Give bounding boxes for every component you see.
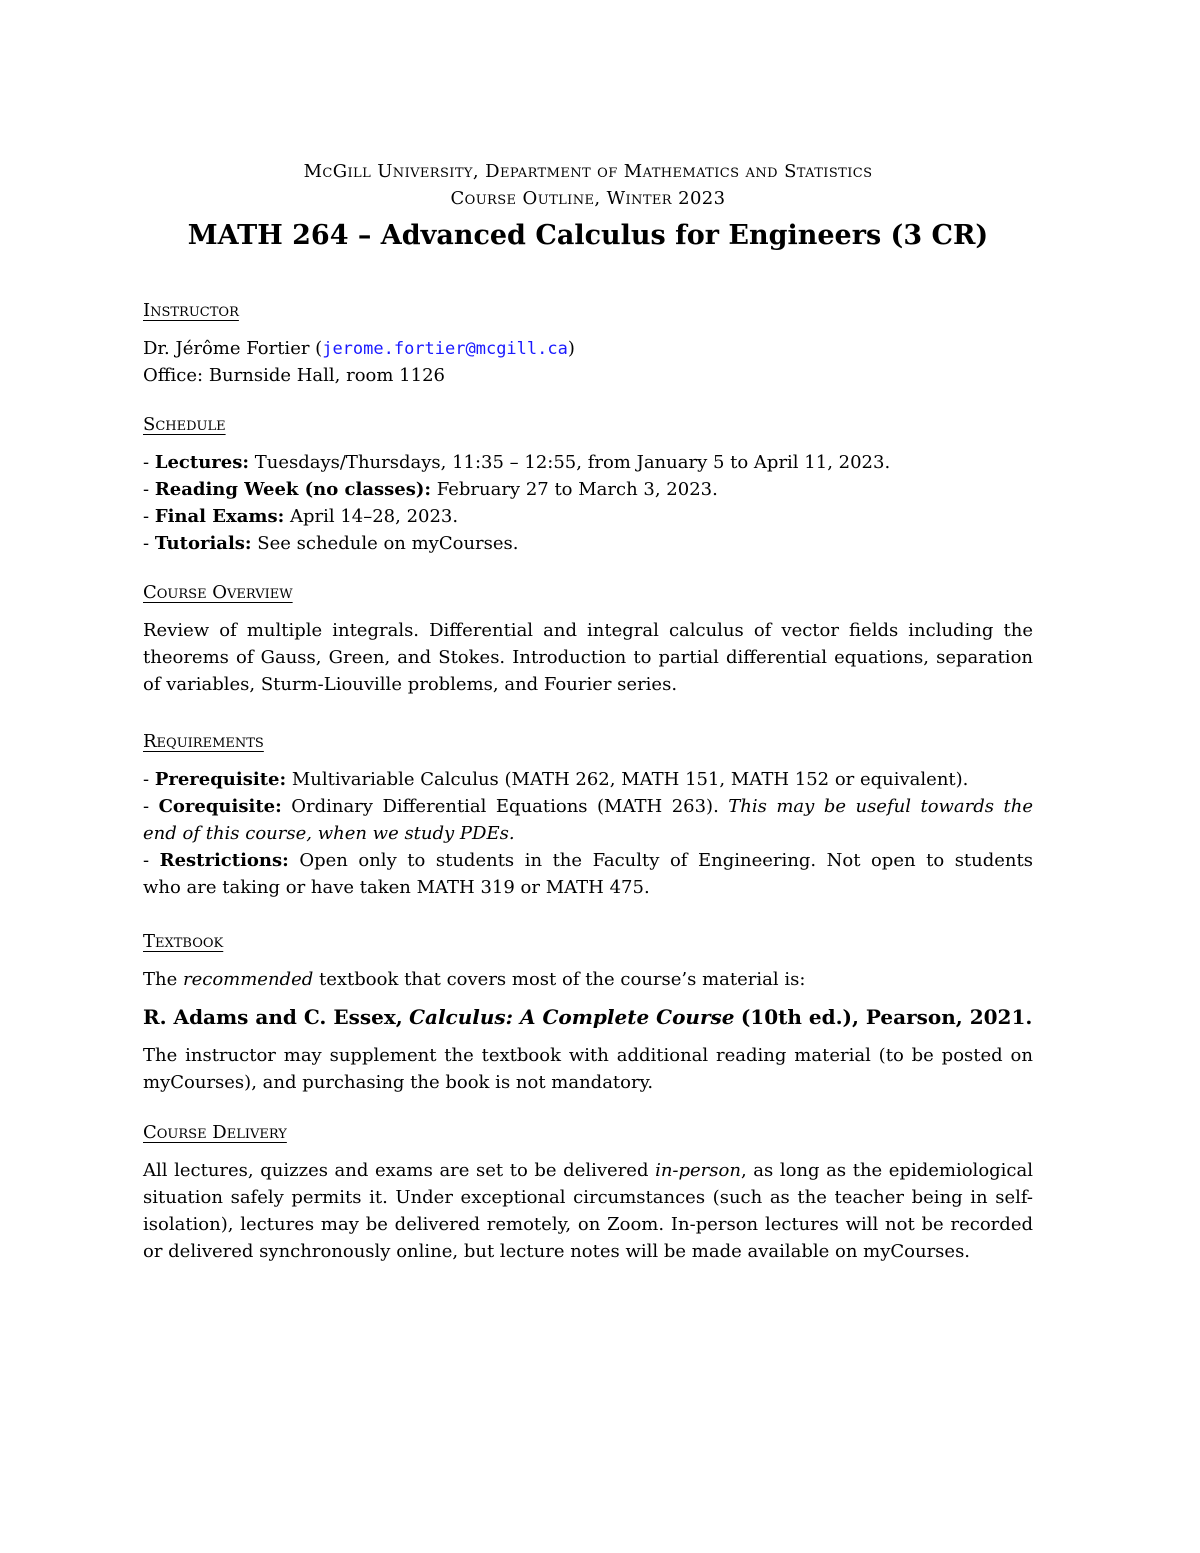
textbook-intro-text: The (143, 969, 183, 990)
corequisite-text: Ordinary Differential Equations (MATH 263). (281, 796, 729, 817)
instructor-heading: Instructor (143, 300, 239, 321)
requirements-heading: Requirements (143, 731, 264, 752)
corequisite-note-continued: end of this course, when we study PDEs. (143, 823, 515, 844)
instructor-email-link[interactable]: jerome.fortier@mcgill.ca (322, 339, 568, 359)
schedule-item-text: See schedule on myCourses. (251, 533, 519, 554)
textbook-supplement-line: myCourses), and purchasing the book is not mandatory. (143, 1072, 654, 1093)
restrictions-line (143, 850, 1033, 877)
list-dash: - (143, 506, 155, 527)
list-dash: - (143, 850, 160, 871)
university-department-header: McGill University, Department of Mathematics and Statistics (303, 161, 873, 182)
overview-line: Review of multiple integrals. Differential and integral calculus of vector fields including the (143, 620, 1033, 641)
restrictions-label: Restrictions: (159, 850, 289, 871)
schedule-item-label: Tutorials: (154, 533, 252, 554)
instructor-office: Office: Burnside Hall, room 1126 (143, 365, 445, 386)
prerequisite-line (143, 769, 1033, 796)
textbook-supplement-line: The instructor may supplement the textbook with additional reading material (to be posted on (143, 1045, 1033, 1066)
corequisite-line (143, 796, 1033, 823)
requirements-list (143, 769, 1033, 904)
overview-line: of variables, Sturm-Liouville problems, and Fourier series. (143, 674, 678, 695)
list-dash: - (143, 479, 155, 500)
restrictions-text-continued: who are taking or have taken MATH 319 or MATH 475. (143, 877, 650, 898)
book-edition: (10th ed.) (740, 1005, 852, 1029)
delivery-line: situation safely permits it. Under exceptional circumstances (such as the teacher being in self- (143, 1187, 1033, 1208)
corequisite-label: Corequisite: (158, 796, 282, 817)
schedule-item-final-exams (143, 506, 1033, 527)
list-dash: - (143, 452, 155, 473)
prerequisite-text: Multivariable Calculus (MATH 262, MATH 151, MATH 152 or equivalent). (286, 769, 969, 790)
delivery-line: isolation), lectures may be delivered remotely, on Zoom. In-person lectures will not be recorded (143, 1214, 1033, 1235)
textbook-heading: Textbook (143, 931, 224, 952)
textbook-intro-text: textbook that covers most of the course’s material is: (313, 969, 806, 990)
list-dash: - (143, 533, 155, 554)
corequisite-note: This may be useful towards the (728, 796, 1033, 817)
textbook-supplement (143, 1045, 1033, 1099)
instructor-name-close: ) (567, 338, 575, 359)
instructor-name-line (143, 338, 1033, 359)
delivery-text: All lectures, quizzes and exams are set to be delivered (143, 1160, 656, 1181)
schedule-heading: Schedule (143, 414, 226, 435)
textbook-intro-emphasis: recommended (182, 969, 314, 990)
course-outline-term: Course Outline, Winter 2023 (450, 188, 726, 209)
schedule-item-text: February 27 to March 3, 2023. (431, 479, 718, 500)
textbook-citation (143, 1005, 1032, 1029)
schedule-item-label: Lectures: (154, 452, 249, 473)
delivery-emphasis: in-person (655, 1160, 741, 1181)
schedule-item-lectures (143, 452, 1033, 473)
list-dash: - (143, 796, 159, 817)
schedule-item-tutorials (143, 533, 1033, 554)
book-publisher: , Pearson, 2021. (852, 1005, 1033, 1029)
overview-line: theorems of Gauss, Green, and Stokes. Introduction to partial differential equations, separation (143, 647, 1033, 668)
instructor-name: Dr. Jérôme Fortier ( (143, 338, 323, 359)
delivery-line (143, 1160, 1033, 1187)
list-dash: - (143, 769, 155, 790)
book-title: Calculus: A Complete Course (409, 1005, 735, 1029)
restrictions-text: Open only to students in the Faculty of Engineering. Not open to students (288, 850, 1033, 871)
schedule-item-reading-week (143, 479, 1033, 500)
delivery-heading: Course Delivery (143, 1122, 287, 1143)
schedule-item-text: April 14–28, 2023. (284, 506, 459, 527)
overview-paragraph (143, 620, 1033, 701)
delivery-line: or delivered synchronously online, but lecture notes will be made available on myCourses. (143, 1241, 971, 1262)
page-title: MATH 264 – Advanced Calculus for Engineers (3 CR) (187, 220, 989, 251)
textbook-intro (143, 969, 1033, 990)
schedule-item-label: Reading Week (no classes): (154, 479, 431, 500)
overview-heading: Course Overview (143, 582, 293, 603)
schedule-item-text: Tuesdays/Thursdays, 11:35 – 12:55, from January 5 to April 11, 2023. (249, 452, 891, 473)
book-authors: R. Adams and C. Essex, (143, 1005, 403, 1029)
delivery-text: , as long as the epidemiological (740, 1160, 1034, 1181)
schedule-item-label: Final Exams: (154, 506, 285, 527)
prerequisite-label: Prerequisite: (154, 769, 287, 790)
delivery-paragraph (143, 1160, 1033, 1268)
